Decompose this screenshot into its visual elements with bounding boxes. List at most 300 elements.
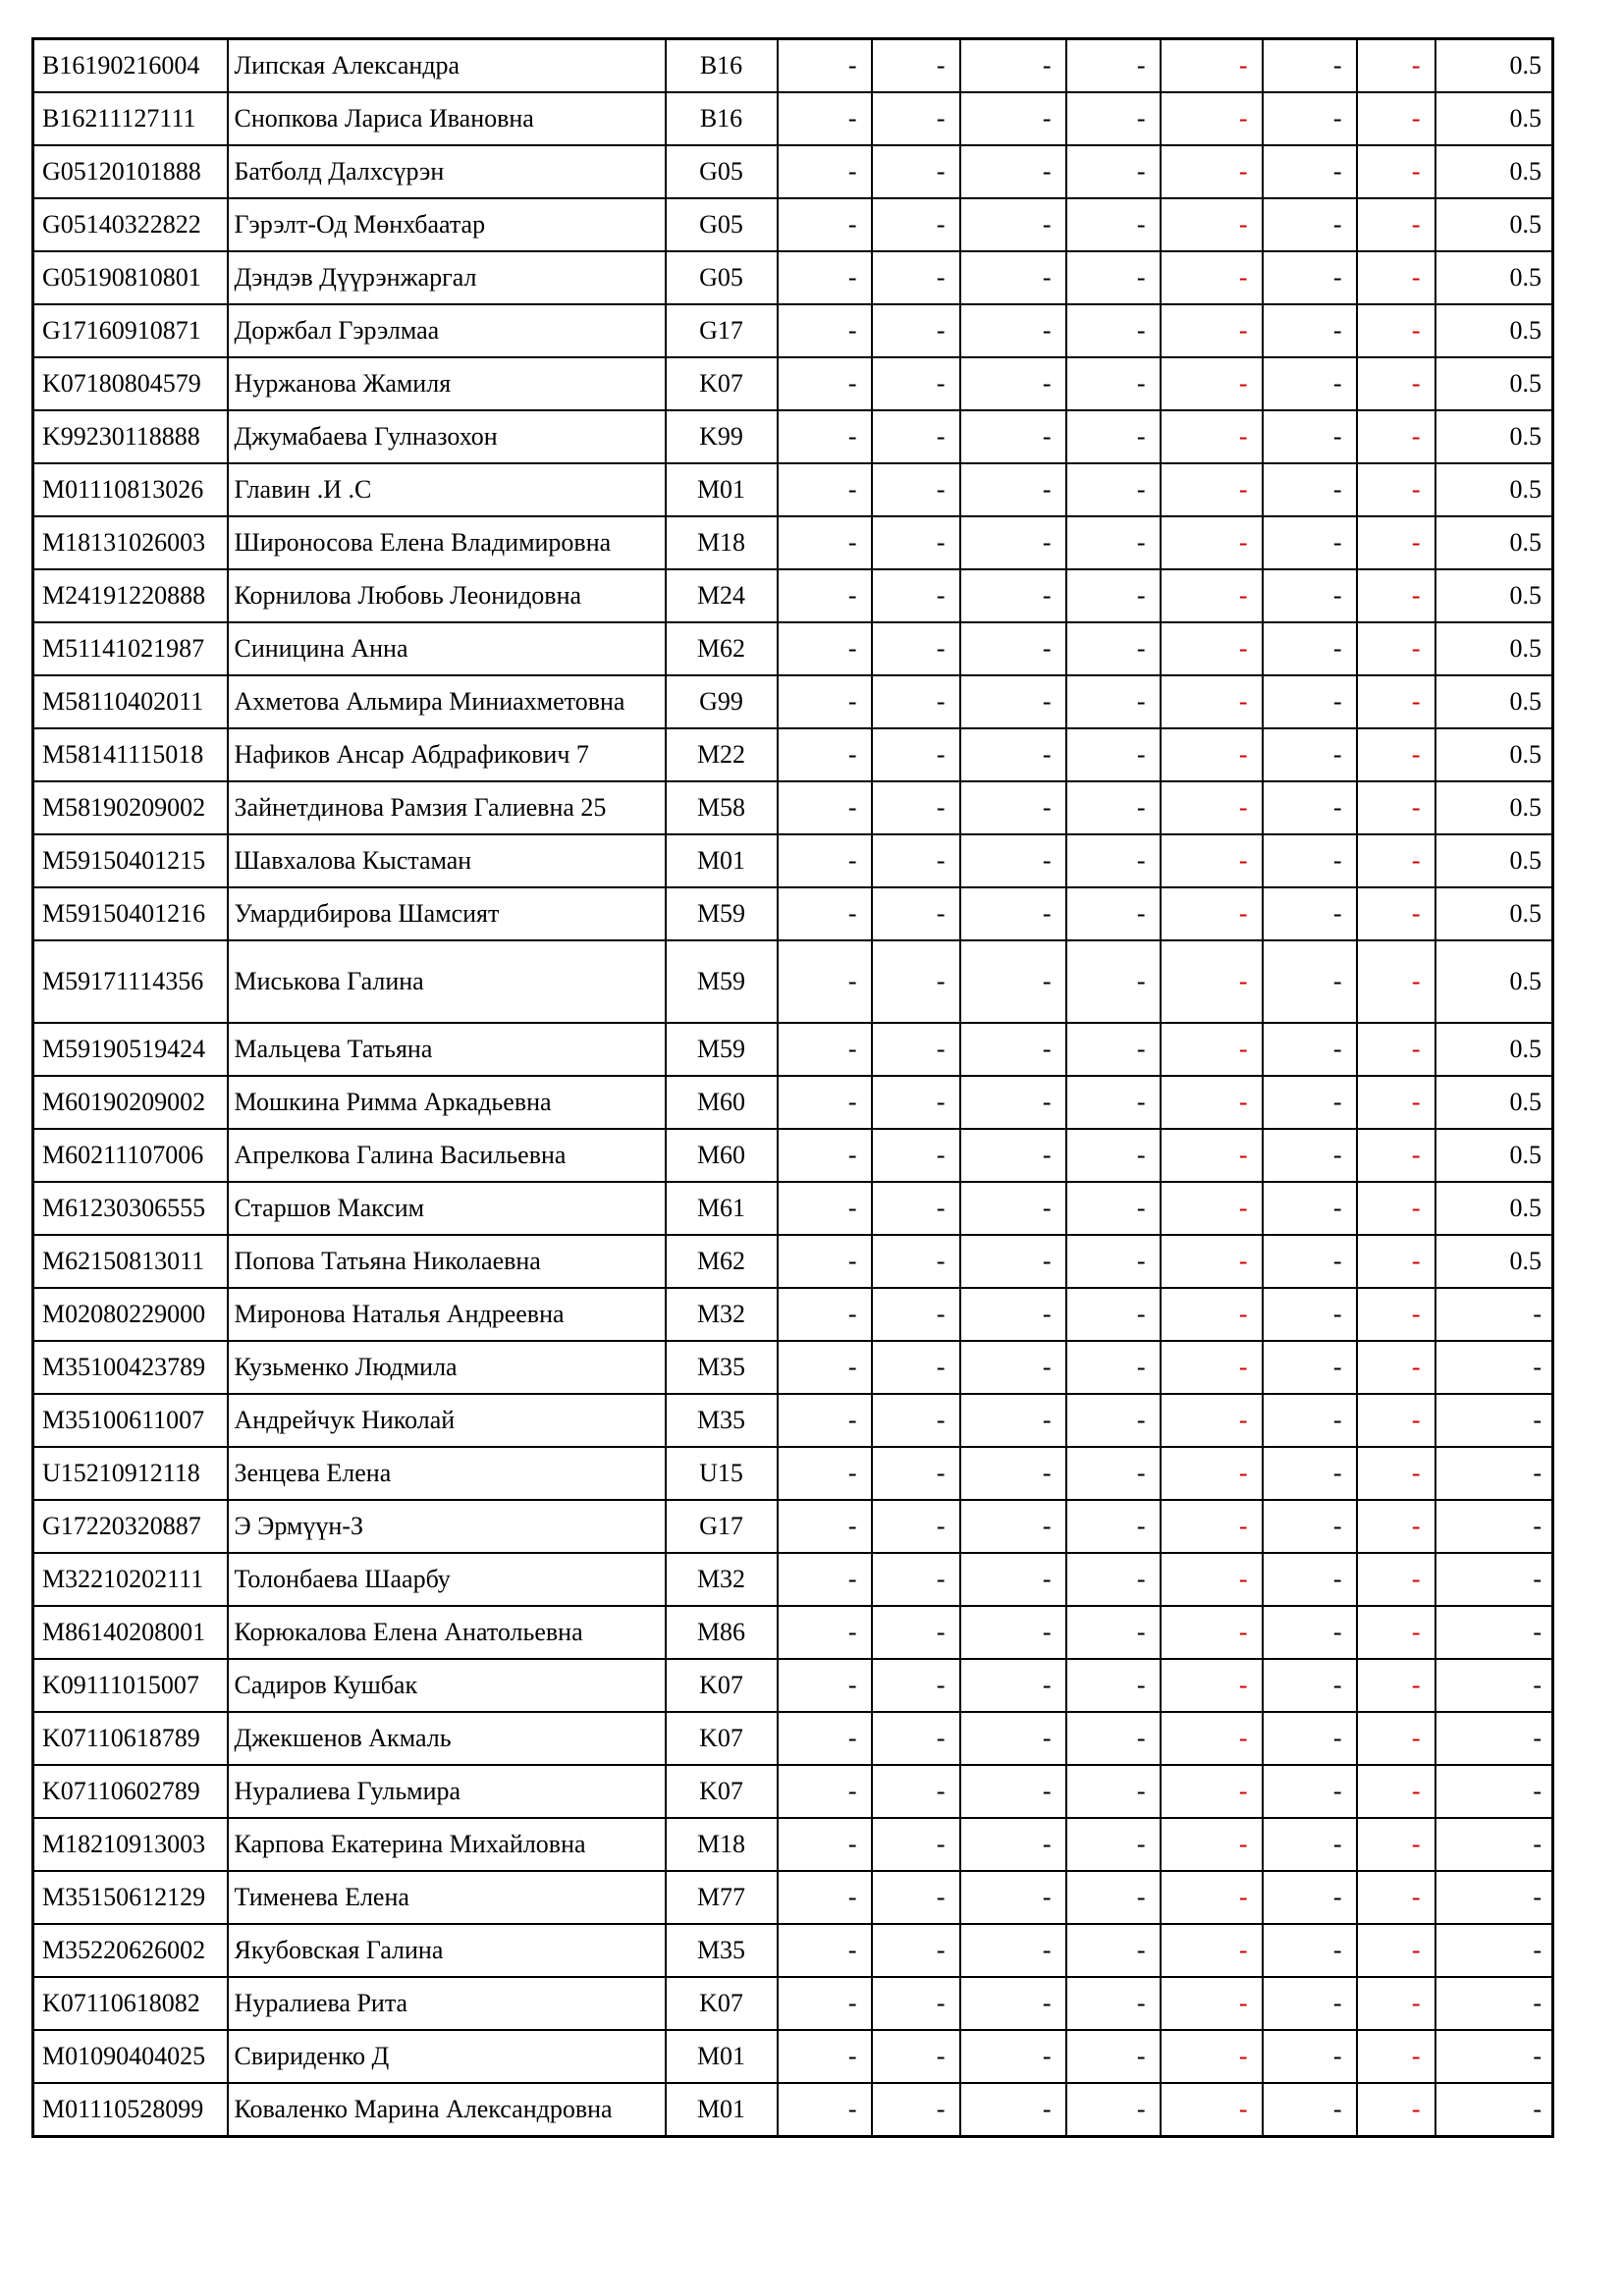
result-cell: - [1263,39,1357,93]
result-cell: - [1066,1235,1161,1288]
result-cell: - [778,1447,872,1500]
result-cell: - [1263,516,1357,569]
result-cell: - [1161,781,1263,834]
group-code-cell: M61 [666,1182,778,1235]
result-cell: - [778,1818,872,1871]
result-cell: - [1263,1818,1357,1871]
result-cell: - [960,1871,1066,1924]
result-cell: - [1066,516,1161,569]
group-code-cell: B16 [666,92,778,145]
result-cell: - [872,2083,960,2137]
score-cell: 0.5 [1435,251,1553,304]
result-cell: - [1263,2030,1357,2083]
score-cell: 0.5 [1435,728,1553,781]
score-cell: 0.5 [1435,145,1553,198]
table-row [33,463,1553,516]
result-cell: - [1263,145,1357,198]
result-cell: - [1066,1606,1161,1659]
group-code-cell: K07 [666,1765,778,1818]
result-cell: - [778,1606,872,1659]
result-cell: - [872,1712,960,1765]
result-cell: - [1263,463,1357,516]
participant-id-cell: M51141021987 [33,622,228,675]
participant-name-cell: Э Эрмүүн-З [228,1500,666,1553]
result-cell: - [1263,622,1357,675]
result-cell: - [1357,1500,1435,1553]
score-cell: - [1435,1924,1553,1977]
score-cell: 0.5 [1435,887,1553,940]
participant-id-cell: M58190209002 [33,781,228,834]
result-cell: - [960,2030,1066,2083]
participant-name-cell: Дэндэв Дүүрэнжаргал [228,251,666,304]
result-cell: - [1066,1182,1161,1235]
result-cell: - [1357,1076,1435,1129]
results-table [31,37,1554,2138]
result-cell: - [1357,304,1435,357]
result-cell: - [1161,1288,1263,1341]
score-cell: - [1435,1553,1553,1606]
result-cell: - [1066,1394,1161,1447]
result-cell: - [778,1023,872,1076]
result-cell: - [778,1076,872,1129]
result-cell: - [778,2083,872,2137]
table-row [33,1765,1553,1818]
result-cell: - [1357,1712,1435,1765]
result-cell: - [1161,410,1263,463]
result-cell: - [1161,198,1263,251]
result-cell: - [1066,304,1161,357]
group-code-cell: K07 [666,1712,778,1765]
result-cell: - [1357,198,1435,251]
result-cell: - [1357,834,1435,887]
result-cell: - [1066,1818,1161,1871]
result-cell: - [1161,1182,1263,1235]
result-cell: - [1161,1712,1263,1765]
participant-name-cell: Мальцева Татьяна [228,1023,666,1076]
result-cell: - [872,1447,960,1500]
result-cell: - [1066,1023,1161,1076]
result-cell: - [1066,1341,1161,1394]
result-cell: - [960,1129,1066,1182]
result-cell: - [1161,145,1263,198]
participant-id-cell: M60190209002 [33,1076,228,1129]
participant-name-cell: Апрелкова Галина Васильевна [228,1129,666,1182]
result-cell: - [872,834,960,887]
group-code-cell: G05 [666,251,778,304]
result-cell: - [1357,1129,1435,1182]
score-cell: 0.5 [1435,198,1553,251]
result-cell: - [872,463,960,516]
result-cell: - [1066,1076,1161,1129]
participant-id-cell: M61230306555 [33,1182,228,1235]
group-code-cell: M01 [666,2030,778,2083]
result-cell: - [960,569,1066,622]
group-code-cell: G99 [666,675,778,728]
result-cell: - [960,834,1066,887]
participant-id-cell: M01110813026 [33,463,228,516]
result-cell: - [778,1394,872,1447]
participant-name-cell: Садиров Кушбак [228,1659,666,1712]
result-cell: - [1263,1341,1357,1394]
result-cell: - [960,1924,1066,1977]
participant-id-cell: M35100423789 [33,1341,228,1394]
result-cell: - [1161,1500,1263,1553]
participant-name-cell: Мошкина Римма Аркадьевна [228,1076,666,1129]
result-cell: - [960,357,1066,410]
result-cell: - [1066,92,1161,145]
result-cell: - [872,1818,960,1871]
participant-name-cell: Липская Александра [228,39,666,93]
participant-name-cell: Шавхалова Кыстаман [228,834,666,887]
result-cell: - [1161,1023,1263,1076]
result-cell: - [1263,1659,1357,1712]
result-cell: - [872,940,960,1023]
participant-id-cell: M59150401216 [33,887,228,940]
result-cell: - [1263,1712,1357,1765]
table-row [33,410,1553,463]
score-cell: 0.5 [1435,1023,1553,1076]
result-cell: - [1161,1235,1263,1288]
participant-id-cell: U15210912118 [33,1447,228,1500]
result-cell: - [960,1076,1066,1129]
result-cell: - [1357,92,1435,145]
participant-id-cell: M35220626002 [33,1924,228,1977]
participant-id-cell: M18131026003 [33,516,228,569]
group-code-cell: M86 [666,1606,778,1659]
result-cell: - [960,1500,1066,1553]
participant-id-cell: M60211107006 [33,1129,228,1182]
score-cell: 0.5 [1435,92,1553,145]
participant-id-cell: K99230118888 [33,410,228,463]
result-cell: - [960,304,1066,357]
result-cell: - [960,251,1066,304]
result-cell: - [1357,516,1435,569]
table-row [33,1606,1553,1659]
group-code-cell: M35 [666,1394,778,1447]
result-cell: - [1263,781,1357,834]
result-cell: - [778,569,872,622]
result-cell: - [1161,728,1263,781]
result-cell: - [872,781,960,834]
result-cell: - [778,1659,872,1712]
table-row [33,1553,1553,1606]
participant-id-cell: M59150401215 [33,834,228,887]
score-cell: 0.5 [1435,304,1553,357]
result-cell: - [778,1288,872,1341]
result-cell: - [1161,1977,1263,2030]
group-code-cell: B16 [666,39,778,93]
result-cell: - [960,781,1066,834]
result-cell: - [778,1977,872,2030]
table-row [33,887,1553,940]
result-cell: - [1161,675,1263,728]
result-cell: - [960,2083,1066,2137]
result-cell: - [960,1182,1066,1235]
result-cell: - [960,1553,1066,1606]
result-cell: - [1263,1553,1357,1606]
score-cell: - [1435,1394,1553,1447]
result-cell: - [1357,675,1435,728]
participant-id-cell: K07110602789 [33,1765,228,1818]
result-cell: - [1066,1447,1161,1500]
result-cell: - [1263,410,1357,463]
result-cell: - [1066,1924,1161,1977]
group-code-cell: M32 [666,1288,778,1341]
result-cell: - [778,1871,872,1924]
result-cell: - [1357,357,1435,410]
result-cell: - [778,1341,872,1394]
result-cell: - [1066,145,1161,198]
result-cell: - [778,463,872,516]
table-row [33,1341,1553,1394]
result-cell: - [872,516,960,569]
result-cell: - [778,622,872,675]
score-cell: 0.5 [1435,463,1553,516]
result-cell: - [872,1129,960,1182]
result-cell: - [1263,1129,1357,1182]
result-cell: - [1263,887,1357,940]
group-code-cell: K07 [666,1659,778,1712]
group-code-cell: M59 [666,1023,778,1076]
result-cell: - [1357,145,1435,198]
result-cell: - [872,728,960,781]
group-code-cell: M18 [666,516,778,569]
result-cell: - [872,1553,960,1606]
table-row [33,1871,1553,1924]
group-code-cell: M22 [666,728,778,781]
table-row [33,781,1553,834]
result-cell: - [960,92,1066,145]
participant-name-cell: Нуржанова Жамиля [228,357,666,410]
result-cell: - [872,92,960,145]
table-row [33,251,1553,304]
result-cell: - [1263,1288,1357,1341]
table-row [33,357,1553,410]
participant-name-cell: Андрейчук Николай [228,1394,666,1447]
result-cell: - [872,1288,960,1341]
result-cell: - [1066,940,1161,1023]
score-cell: - [1435,1500,1553,1553]
participant-name-cell: Миськова Галина [228,940,666,1023]
participant-name-cell: Попова Татьяна Николаевна [228,1235,666,1288]
participant-name-cell: Карпова Екатерина Михайловна [228,1818,666,1871]
result-cell: - [1161,92,1263,145]
result-cell: - [1066,410,1161,463]
result-cell: - [1357,781,1435,834]
result-cell: - [872,251,960,304]
participant-name-cell: Миронова Наталья Андреевна [228,1288,666,1341]
result-cell: - [1066,1871,1161,1924]
table-row [33,2030,1553,2083]
score-cell: - [1435,1341,1553,1394]
result-cell: - [1263,1076,1357,1129]
result-cell: - [778,145,872,198]
score-cell: - [1435,1447,1553,1500]
result-cell: - [960,622,1066,675]
result-cell: - [872,2030,960,2083]
result-cell: - [872,1977,960,2030]
score-cell: 0.5 [1435,781,1553,834]
result-cell: - [1066,1659,1161,1712]
table-row [33,569,1553,622]
participant-id-cell: M86140208001 [33,1606,228,1659]
result-cell: - [872,145,960,198]
table-row [33,1023,1553,1076]
table-row [33,304,1553,357]
score-cell: 0.5 [1435,834,1553,887]
result-cell: - [1357,1182,1435,1235]
result-cell: - [1263,2083,1357,2137]
result-cell: - [872,304,960,357]
result-cell: - [1066,675,1161,728]
result-cell: - [778,887,872,940]
table-row [33,1182,1553,1235]
score-cell: - [1435,1712,1553,1765]
score-cell: 0.5 [1435,1182,1553,1235]
result-cell: - [960,940,1066,1023]
table-row [33,39,1553,93]
result-cell: - [1066,887,1161,940]
table-row [33,1818,1553,1871]
table-row [33,1129,1553,1182]
score-cell: 0.5 [1435,1129,1553,1182]
result-cell: - [1066,463,1161,516]
result-cell: - [960,39,1066,93]
result-cell: - [960,675,1066,728]
result-cell: - [960,463,1066,516]
result-cell: - [1357,1288,1435,1341]
participant-name-cell: Тименева Елена [228,1871,666,1924]
score-cell: - [1435,2083,1553,2137]
participant-name-cell: Снопкова Лариса Ивановна [228,92,666,145]
score-cell: 0.5 [1435,940,1553,1023]
participant-name-cell: Зенцева Елена [228,1447,666,1500]
result-cell: - [1357,1818,1435,1871]
result-cell: - [1161,1076,1263,1129]
score-cell: - [1435,1871,1553,1924]
group-code-cell: M59 [666,940,778,1023]
result-cell: - [1161,357,1263,410]
result-cell: - [872,1341,960,1394]
result-cell: - [1357,1606,1435,1659]
result-cell: - [1263,675,1357,728]
score-cell: 0.5 [1435,516,1553,569]
result-cell: - [1357,940,1435,1023]
table-row [33,1500,1553,1553]
result-cell: - [872,1606,960,1659]
result-cell: - [1161,1341,1263,1394]
result-cell: - [872,887,960,940]
result-cell: - [1161,39,1263,93]
participant-id-cell: M24191220888 [33,569,228,622]
result-cell: - [1161,1818,1263,1871]
result-cell: - [1263,1500,1357,1553]
group-code-cell: M35 [666,1341,778,1394]
score-cell: 0.5 [1435,675,1553,728]
result-cell: - [778,251,872,304]
participant-id-cell: G05120101888 [33,145,228,198]
table-row [33,622,1553,675]
group-code-cell: M60 [666,1129,778,1182]
result-cell: - [1066,251,1161,304]
result-cell: - [1357,1553,1435,1606]
participant-name-cell: Корюкалова Елена Анатольевна [228,1606,666,1659]
result-cell: - [1066,728,1161,781]
result-cell: - [1357,887,1435,940]
result-cell: - [1263,1924,1357,1977]
result-cell: - [872,1871,960,1924]
result-cell: - [1161,1606,1263,1659]
score-cell: 0.5 [1435,1076,1553,1129]
result-cell: - [1161,1924,1263,1977]
participant-name-cell: Корнилова Любовь Леонидовна [228,569,666,622]
result-cell: - [778,92,872,145]
result-cell: - [1066,2030,1161,2083]
table-row [33,1659,1553,1712]
result-cell: - [1161,463,1263,516]
table-row [33,1288,1553,1341]
result-cell: - [1263,1447,1357,1500]
group-code-cell: M62 [666,1235,778,1288]
result-cell: - [1161,834,1263,887]
group-code-cell: M01 [666,834,778,887]
participant-id-cell: M18210913003 [33,1818,228,1871]
result-cell: - [778,834,872,887]
result-cell: - [778,304,872,357]
participant-id-cell: B16211127111 [33,92,228,145]
result-cell: - [1263,92,1357,145]
result-cell: - [872,198,960,251]
result-cell: - [778,1500,872,1553]
result-cell: - [872,357,960,410]
participant-id-cell: M02080229000 [33,1288,228,1341]
result-cell: - [872,1765,960,1818]
result-cell: - [1161,1447,1263,1500]
result-cell: - [1161,2030,1263,2083]
group-code-cell: G05 [666,145,778,198]
result-cell: - [960,1341,1066,1394]
score-cell: - [1435,1818,1553,1871]
participant-id-cell: M32210202111 [33,1553,228,1606]
table-row [33,1977,1553,2030]
participant-id-cell: M35150612129 [33,1871,228,1924]
result-cell: - [778,675,872,728]
table-row [33,1076,1553,1129]
result-cell: - [1161,1765,1263,1818]
result-cell: - [1066,357,1161,410]
group-code-cell: M62 [666,622,778,675]
result-cell: - [1066,1500,1161,1553]
result-cell: - [960,1288,1066,1341]
result-cell: - [872,410,960,463]
group-code-cell: G17 [666,1500,778,1553]
participant-name-cell: Гэрэлт-Од Мөнхбаатар [228,198,666,251]
result-cell: - [960,516,1066,569]
participant-name-cell: Кузьменко Людмила [228,1341,666,1394]
result-cell: - [1161,1553,1263,1606]
participant-id-cell: M35100611007 [33,1394,228,1447]
table-row [33,92,1553,145]
participant-id-cell: G05190810801 [33,251,228,304]
result-cell: - [1066,2083,1161,2137]
table-row [33,1924,1553,1977]
result-cell: - [1357,728,1435,781]
score-cell: - [1435,2030,1553,2083]
result-cell: - [1161,940,1263,1023]
result-cell: - [1161,516,1263,569]
group-code-cell: K99 [666,410,778,463]
group-code-cell: M58 [666,781,778,834]
